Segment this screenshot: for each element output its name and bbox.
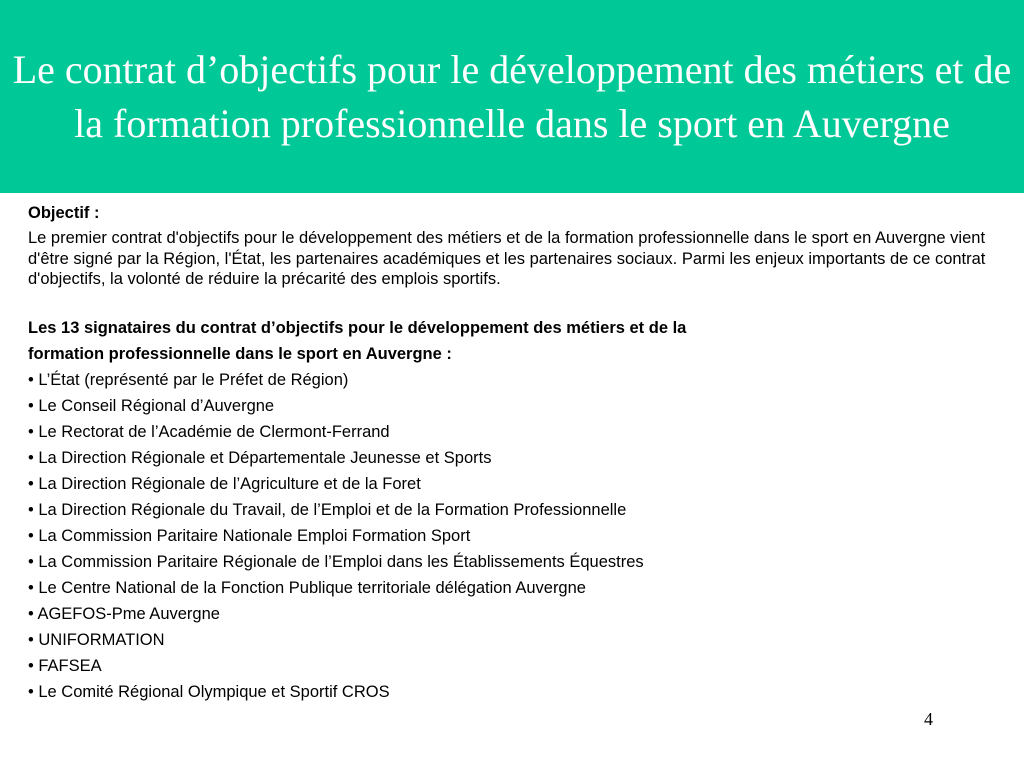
list-item: • La Direction Régionale de l’Agriculture et de la Foret bbox=[28, 474, 421, 493]
slide-content bbox=[28, 203, 988, 705]
objective-paragraph: Le premier contrat d'objectifs pour le développement des métiers et de la formation professionnelle dans le sport en Auvergne vient d'être signé par la Région, l'État, les partenaires académiques et les partenaires sociaux. Parmi les enjeux importants de ce contrat d'objectifs, la volonté de réduire la précarité des emplois sportifs. bbox=[28, 229, 986, 288]
slide-title: Le contrat d’objectifs pour le développement des métiers et de la formation professionnelle dans le sport en Auvergne bbox=[12, 46, 1012, 146]
list-item: • Le Centre National de la Fonction Publique territoriale délégation Auvergne bbox=[28, 578, 586, 597]
list-item: • Le Comité Régional Olympique et Sportif CROS bbox=[28, 682, 390, 701]
page-number: 4 bbox=[924, 709, 933, 729]
list-item: • AGEFOS-Pme Auvergne bbox=[28, 604, 220, 623]
list-item: • Le Rectorat de l’Académie de Clermont-Ferrand bbox=[28, 422, 390, 441]
list-item: • FAFSEA bbox=[28, 656, 102, 675]
signatories-heading-line-2: formation professionnelle dans le sport en Auvergne : bbox=[28, 344, 452, 363]
signatories-heading-line-1: Les 13 signataires du contrat d’objectifs pour le développement des métiers et de la bbox=[28, 318, 687, 337]
signatories-heading bbox=[28, 315, 988, 367]
list-item: • La Commission Paritaire Nationale Emploi Formation Sport bbox=[28, 526, 471, 545]
objective-heading: Objectif : bbox=[28, 204, 100, 222]
list-item: • UNIFORMATION bbox=[28, 630, 165, 649]
signatories-list bbox=[28, 367, 988, 705]
list-item: • Le Conseil Régional d’Auvergne bbox=[28, 396, 275, 415]
list-item: • La Commission Paritaire Régionale de l’Emploi dans les Établissements Équestres bbox=[28, 552, 644, 571]
list-item: • L’État (représenté par le Préfet de Région) bbox=[28, 370, 349, 389]
list-item: • La Direction Régionale du Travail, de l’Emploi et de la Formation Professionnelle bbox=[28, 500, 627, 519]
list-item: • La Direction Régionale et Départementale Jeunesse et Sports bbox=[28, 448, 492, 467]
title-banner bbox=[0, 0, 1024, 193]
